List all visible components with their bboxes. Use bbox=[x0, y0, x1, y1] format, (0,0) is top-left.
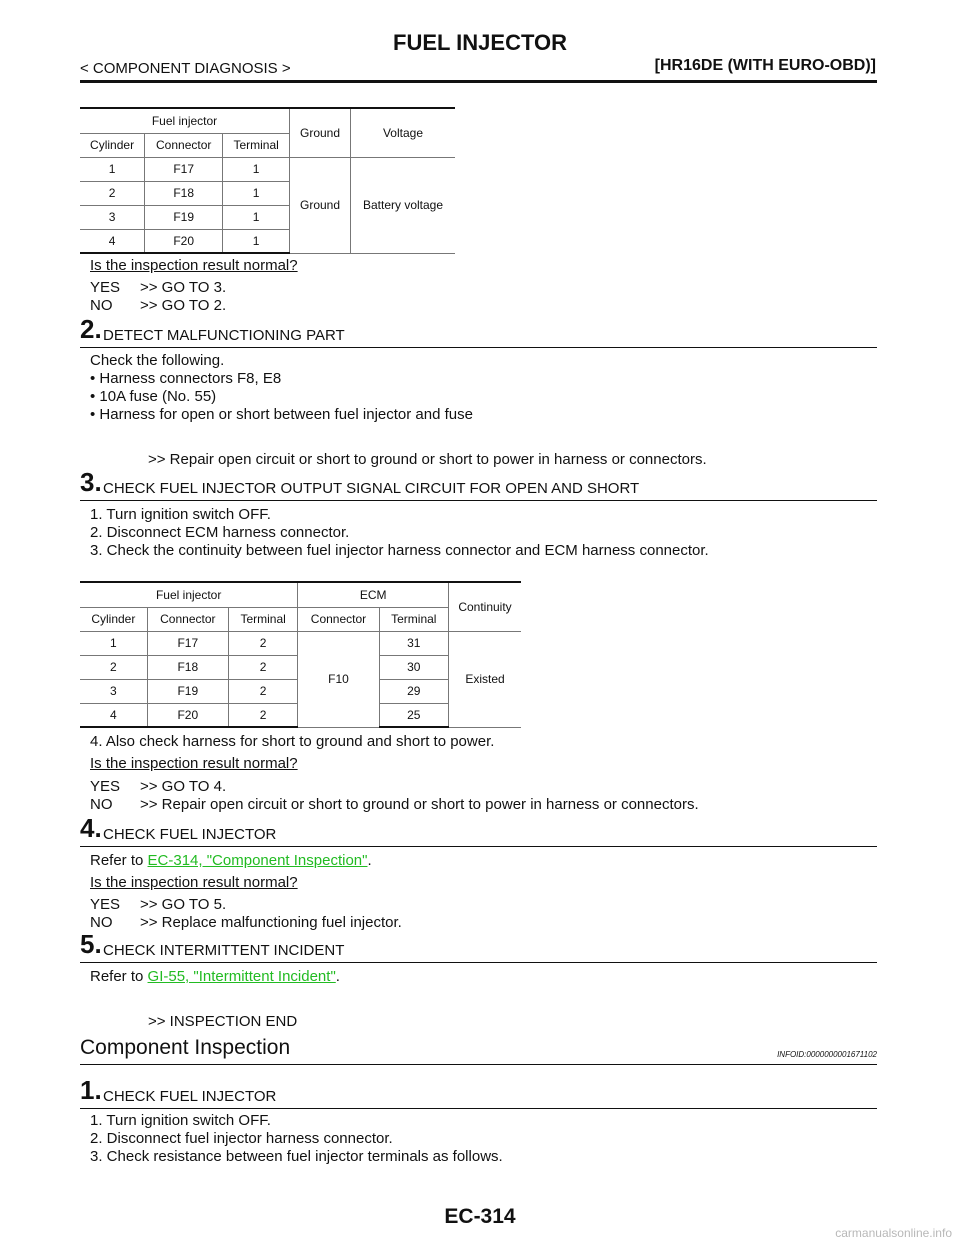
answer-no-3 bbox=[90, 914, 402, 932]
th-continuity: Continuity bbox=[449, 582, 522, 631]
cell-terminal: 1 bbox=[223, 157, 290, 181]
refer-prefix: Refer to bbox=[90, 968, 148, 985]
answer-no-1 bbox=[90, 297, 226, 315]
step-4-heading bbox=[80, 813, 877, 847]
answer-no-2 bbox=[90, 796, 699, 814]
cell-continuity: Existed bbox=[449, 631, 522, 727]
cell-ecm-terminal: 29 bbox=[379, 679, 448, 703]
instruction-line: 4. Also check harness for short to ground and short to power. bbox=[90, 733, 495, 750]
answer-no-text: >> GO TO 2. bbox=[140, 297, 227, 314]
answer-yes-1 bbox=[90, 279, 226, 297]
component-step-1-heading bbox=[80, 1075, 877, 1109]
cell-terminal: 1 bbox=[223, 229, 290, 253]
component-inspection-heading bbox=[80, 1034, 877, 1065]
bullet-item: • 10A fuse (No. 55) bbox=[90, 388, 217, 405]
step-title: CHECK FUEL INJECTOR bbox=[103, 826, 277, 843]
refer-suffix: . bbox=[335, 968, 340, 985]
yes-label: YES bbox=[90, 279, 121, 296]
th-fuel-injector: Fuel injector bbox=[80, 108, 290, 133]
cell-terminal: 2 bbox=[228, 655, 297, 679]
step-2-heading bbox=[80, 314, 877, 348]
step-number: 1. bbox=[80, 1075, 102, 1105]
instruction-line: 1. Turn ignition switch OFF. bbox=[90, 1112, 271, 1129]
page-title: FUEL INJECTOR bbox=[393, 30, 567, 55]
no-label: NO bbox=[90, 297, 113, 314]
cell-connector: F18 bbox=[147, 655, 228, 679]
step-number: 4. bbox=[80, 813, 102, 843]
step-title: CHECK FUEL INJECTOR OUTPUT SIGNAL CIRCUIT FOR OPEN AND SHORT bbox=[103, 480, 640, 497]
cell-terminal: 2 bbox=[228, 631, 297, 655]
link-component-inspection[interactable]: EC-314, "Component Inspection" bbox=[147, 852, 368, 869]
answer-yes-3 bbox=[90, 896, 226, 914]
cell-cylinder: 4 bbox=[80, 229, 145, 253]
th-terminal: Terminal bbox=[223, 133, 290, 157]
cell-terminal: 1 bbox=[223, 205, 290, 229]
cell-ecm-terminal: 25 bbox=[379, 703, 448, 727]
cell-connector: F17 bbox=[145, 157, 223, 181]
step-5-refer bbox=[90, 968, 340, 986]
answer-yes-text: >> GO TO 5. bbox=[140, 896, 227, 913]
cell-cylinder: 2 bbox=[80, 655, 147, 679]
answer-no-text: >> Replace malfunctioning fuel injector. bbox=[140, 914, 402, 931]
page-number: EC-314 bbox=[444, 1205, 516, 1228]
no-label: NO bbox=[90, 914, 113, 931]
cell-connector: F19 bbox=[145, 205, 223, 229]
continuity-table bbox=[80, 581, 521, 728]
step-number: 5. bbox=[80, 929, 102, 959]
th-fuel-injector: Fuel injector bbox=[80, 582, 298, 607]
model-label: [HR16DE (WITH EURO-OBD)] bbox=[654, 57, 876, 74]
th-connector: Connector bbox=[145, 133, 223, 157]
cell-connector: F17 bbox=[147, 631, 228, 655]
watermark: carmanualsonline.info bbox=[835, 1226, 952, 1240]
step-4-refer bbox=[90, 852, 372, 870]
question-2: Is the inspection result normal? bbox=[90, 755, 298, 772]
cell-connector: F20 bbox=[147, 703, 228, 727]
cell-cylinder: 1 bbox=[80, 631, 147, 655]
instruction-line: 2. Disconnect ECM harness connector. bbox=[90, 524, 350, 541]
th-terminal: Terminal bbox=[228, 607, 297, 631]
bullet-item: • Harness connectors F8, E8 bbox=[90, 370, 282, 387]
cell-ground: Ground bbox=[290, 157, 351, 253]
cell-terminal: 1 bbox=[223, 181, 290, 205]
bullet-item: • Harness for open or short between fuel injector and fuse bbox=[90, 406, 473, 423]
info-id: INFOID:0000000001671102 bbox=[777, 1050, 877, 1059]
no-label: NO bbox=[90, 796, 113, 813]
th-cylinder: Cylinder bbox=[80, 607, 147, 631]
step-title: CHECK FUEL INJECTOR bbox=[103, 1088, 277, 1105]
cell-cylinder: 2 bbox=[80, 181, 145, 205]
instruction-line: 3. Check the continuity between fuel injector harness connector and ECM harness connector. bbox=[90, 542, 709, 559]
th-ecm-connector: Connector bbox=[298, 607, 379, 631]
question-3: Is the inspection result normal? bbox=[90, 874, 298, 891]
step-5-heading bbox=[80, 929, 877, 963]
answer-yes-text: >> GO TO 4. bbox=[140, 778, 227, 795]
answer-yes-2 bbox=[90, 778, 226, 796]
th-ecm-terminal: Terminal bbox=[379, 607, 448, 631]
step-3-heading bbox=[80, 467, 877, 501]
question-1: Is the inspection result normal? bbox=[90, 257, 298, 274]
step-number: 2. bbox=[80, 314, 102, 344]
cell-cylinder: 3 bbox=[80, 679, 147, 703]
cell-ecm-connector: F10 bbox=[298, 631, 379, 727]
section-title: Component Inspection bbox=[80, 1036, 291, 1059]
cell-connector: F20 bbox=[145, 229, 223, 253]
cell-terminal: 2 bbox=[228, 679, 297, 703]
cell-connector: F19 bbox=[147, 679, 228, 703]
step-5-result: >> INSPECTION END bbox=[148, 1013, 298, 1030]
th-ground: Ground bbox=[290, 108, 351, 157]
step-2-result: >> Repair open circuit or short to ground or short to power in harness or connectors. bbox=[148, 451, 707, 468]
cell-ecm-terminal: 31 bbox=[379, 631, 448, 655]
cell-voltage: Battery voltage bbox=[351, 157, 456, 253]
yes-label: YES bbox=[90, 896, 121, 913]
answer-yes-text: >> GO TO 3. bbox=[140, 279, 227, 296]
step-title: CHECK INTERMITTENT INCIDENT bbox=[103, 942, 345, 959]
header-rule bbox=[80, 80, 877, 83]
instruction-line: 3. Check resistance between fuel injector terminals as follows. bbox=[90, 1148, 503, 1165]
refer-prefix: Refer to bbox=[90, 852, 148, 869]
cell-connector: F18 bbox=[145, 181, 223, 205]
yes-label: YES bbox=[90, 778, 121, 795]
section-label: < COMPONENT DIAGNOSIS > bbox=[80, 60, 291, 77]
refer-suffix: . bbox=[367, 852, 372, 869]
instruction-line: 1. Turn ignition switch OFF. bbox=[90, 506, 271, 523]
cell-terminal: 2 bbox=[228, 703, 297, 727]
cell-cylinder: 3 bbox=[80, 205, 145, 229]
th-ecm: ECM bbox=[298, 582, 449, 607]
step-title: DETECT MALFUNCTIONING PART bbox=[103, 327, 345, 344]
voltage-table bbox=[80, 107, 455, 254]
link-intermittent-incident[interactable]: GI-55, "Intermittent Incident" bbox=[147, 968, 336, 985]
th-voltage: Voltage bbox=[351, 108, 456, 157]
cell-cylinder: 4 bbox=[80, 703, 147, 727]
th-connector: Connector bbox=[147, 607, 228, 631]
step-2-intro: Check the following. bbox=[90, 352, 225, 369]
cell-ecm-terminal: 30 bbox=[379, 655, 448, 679]
cell-cylinder: 1 bbox=[80, 157, 145, 181]
th-cylinder: Cylinder bbox=[80, 133, 145, 157]
step-number: 3. bbox=[80, 467, 102, 497]
instruction-line: 2. Disconnect fuel injector harness connector. bbox=[90, 1130, 393, 1147]
answer-no-text: >> Repair open circuit or short to ground or short to power in harness or connectors. bbox=[140, 796, 699, 813]
